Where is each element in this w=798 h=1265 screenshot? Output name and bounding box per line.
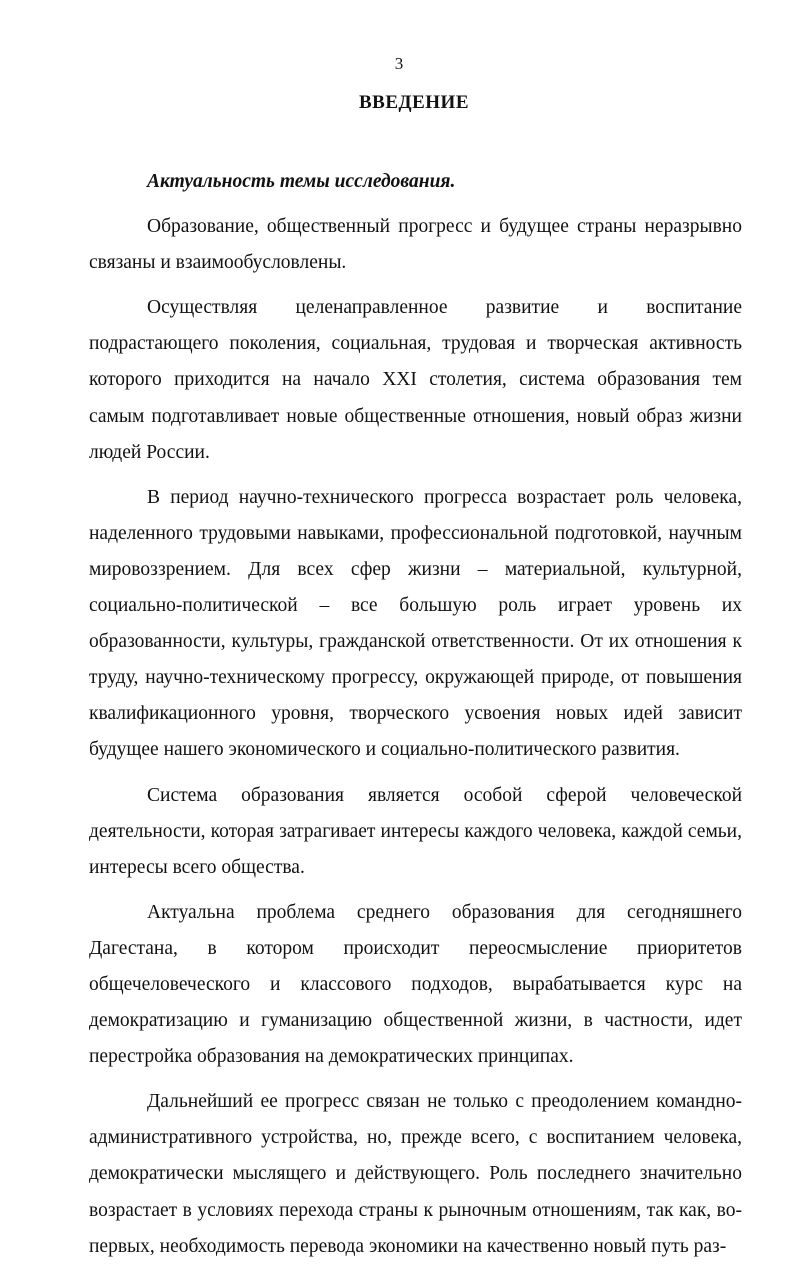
- paragraph: Актуальна проблема среднего образования для сегодняшнего Дагестана, в котором происходит переосмысление приоритетов общечеловеческого и классового подходов, вырабатывается курс на демократизацию и гуманизацию общественной жизни, в частности, идет перестройка образования на демократических принципах.: [89, 901, 742, 1068]
- paragraph: В период научно-технического прогресса возрастает роль человека, наделенного трудовыми навыками, профессиональной подготовкой, научным мировоззрением. Для всех сфер жизни – материальной, культурной, социально-политической – все большую роль играет уровень их образованности, культуры, гражданской ответственности. От их отношения к труду, научно-техническому прогрессу, окружающей природе, от повышения квалификационного уровня, творческого усвоения новых идей зависит будущее нашего экономического и социально-политического развития.: [89, 486, 742, 761]
- paragraph: Система образования является особой сферой человеческой деятельности, которая затрагивает интересы каждого человека, каждой семьи, интересы всего общества.: [89, 784, 742, 878]
- document-body: [89, 164, 742, 1265]
- paragraph: Образование, общественный прогресс и будущее страны неразрывно связаны и взаимообусловлены.: [89, 216, 742, 274]
- page-title: ВВЕДЕНИЕ: [359, 92, 469, 113]
- section-subheading: Актуальность темы исследования.: [147, 171, 456, 192]
- paragraph: Осуществляя целенаправленное развитие и воспитание подрастающего поколения, социальная, трудовая и творческая активность которого приходится на начало XXI столетия, система образования тем самым подготавливает новые общественные отношения, новый образ жизни людей России.: [89, 297, 742, 463]
- page-number: 3: [394, 54, 404, 73]
- paragraph: Дальнейший ее прогресс связан не только с преодолением командно-административного устройства, но, прежде всего, с воспитанием человека, демократически мыслящего и действующего. Роль последнего значительно возрастает в условиях перехода страны к рыночным отношениям, так как, во-первых, необходимость перевода экономики на качественно новый путь раз-: [89, 1091, 742, 1257]
